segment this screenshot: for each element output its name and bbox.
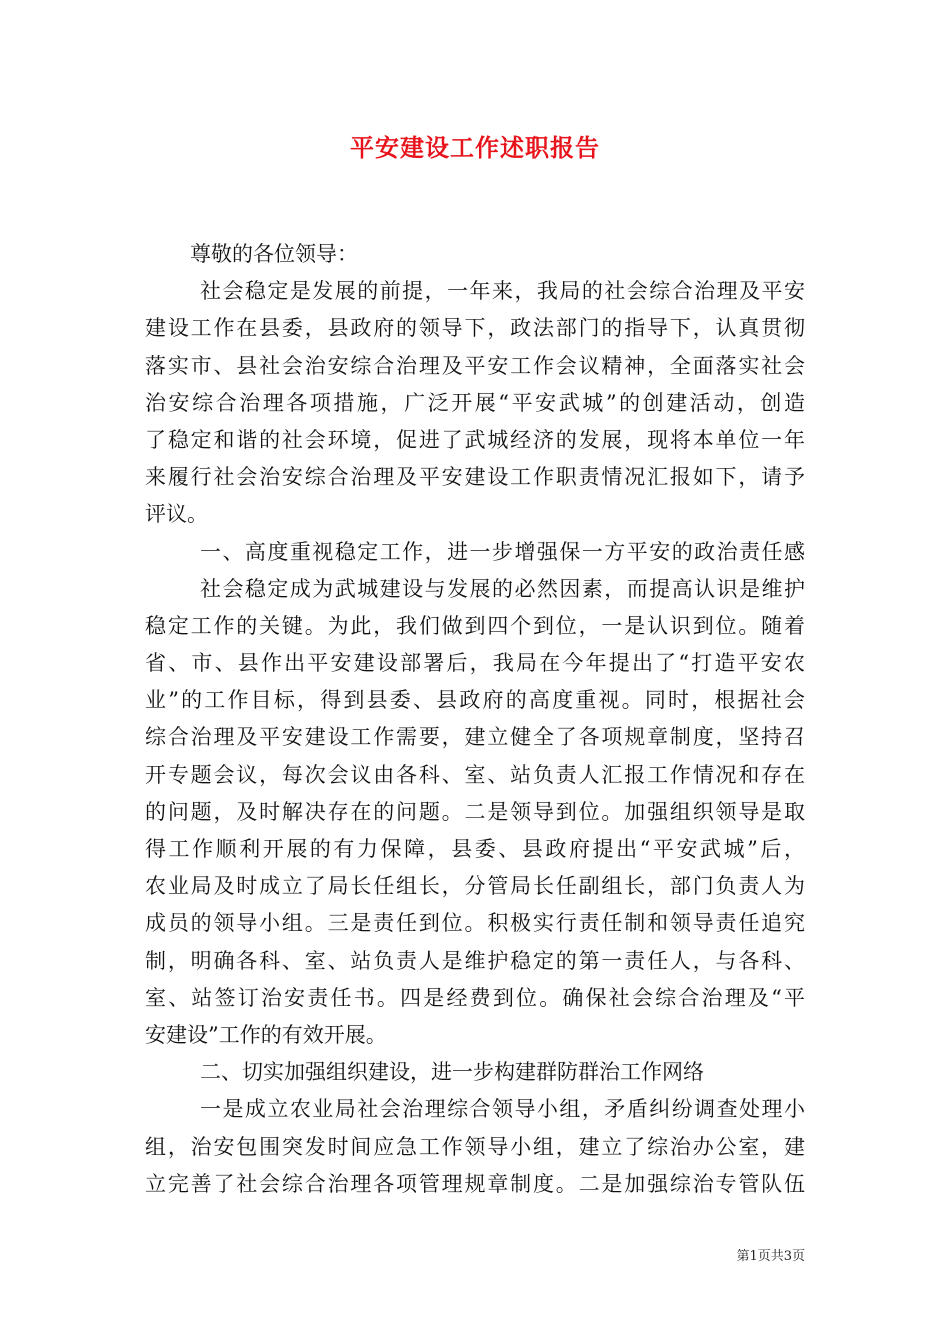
paragraph-line: 稳定工作的关键。为此，我们做到四个到位，一是认识到位。随着: [145, 613, 805, 638]
paragraph-line: 得工作顺利开展的有力保障，县委、县政府提出“平安武城”后，: [145, 837, 805, 861]
paragraph-line: 来履行社会治安综合治理及平安建设工作职责情况汇报如下，请予: [145, 465, 805, 490]
paragraph-line: 成员的领导小组。三是责任到位。积极实行责任制和领导责任追究: [145, 911, 805, 936]
paragraph-line: 制，明确各科、室、站负责人是维护稳定的第一责任人，与各科、: [145, 948, 805, 973]
paragraph-line: 一是成立农业局社会治理综合领导小组，矛盾纠纷调查处理小: [200, 1097, 805, 1122]
paragraph-line: 治安综合治理各项措施，广泛开展“平安武城”的创建活动，创造: [145, 390, 805, 415]
paragraph-line: 社会稳定成为武城建设与发展的必然因素，而提高认识是维护: [200, 576, 805, 601]
paragraph-line: 的问题，及时解决存在的问题。二是领导到位。加强组织领导是取: [145, 799, 805, 824]
document-title: 平安建设工作述职报告: [350, 133, 600, 162]
paragraph-line: 评议。: [145, 502, 208, 527]
paragraph-line: 立完善了社会综合治理各项管理规章制度。二是加强综治专管队伍: [145, 1171, 805, 1196]
paragraph-line: 了稳定和谐的社会环境，促进了武城经济的发展，现将本单位一年: [145, 427, 805, 452]
paragraph-line: 省、市、县作出平安建设部署后，我局在今年提出了“打造平安农: [145, 651, 805, 676]
paragraph-line: 农业局及时成立了局长任组长，分管局长任副组长，部门负责人为: [145, 874, 805, 899]
section-heading: 一、高度重视稳定工作，进一步增强保一方平安的政治责任感: [200, 539, 805, 564]
paragraph-line: 落实市、县社会治安综合治理及平安工作会议精神，全面落实社会: [145, 353, 805, 378]
paragraph-line: 业”的工作目标，得到县委、县政府的高度重视。同时，根据社会: [145, 688, 805, 713]
paragraph-line: 建设工作在县委，县政府的领导下，政法部门的指导下，认真贯彻: [145, 316, 805, 341]
paragraph-line: 社会稳定是发展的前提，一年来，我局的社会综合治理及平安: [200, 279, 805, 304]
paragraph-line: 室、站签订治安责任书。四是经费到位。确保社会综合治理及“平: [145, 985, 805, 1010]
paragraph-line: 安建设”工作的有效开展。: [145, 1022, 387, 1047]
paragraph-line: 开专题会议，每次会议由各科、室、站负责人汇报工作情况和存在: [145, 762, 805, 787]
document-body: [145, 236, 805, 1203]
salutation: 尊敬的各位领导：: [190, 242, 358, 266]
paragraph-line: 综合治理及平安建设工作需要，建立健全了各项规章制度，坚持召: [145, 725, 805, 750]
section-heading: 二、切实加强组织建设，进一步构建群防群治工作网络: [200, 1060, 704, 1085]
page-number: 第1页共3页: [736, 1249, 805, 1264]
paragraph-line: 组，治安包围突发时间应急工作领导小组，建立了综治办公室，建: [145, 1134, 805, 1159]
